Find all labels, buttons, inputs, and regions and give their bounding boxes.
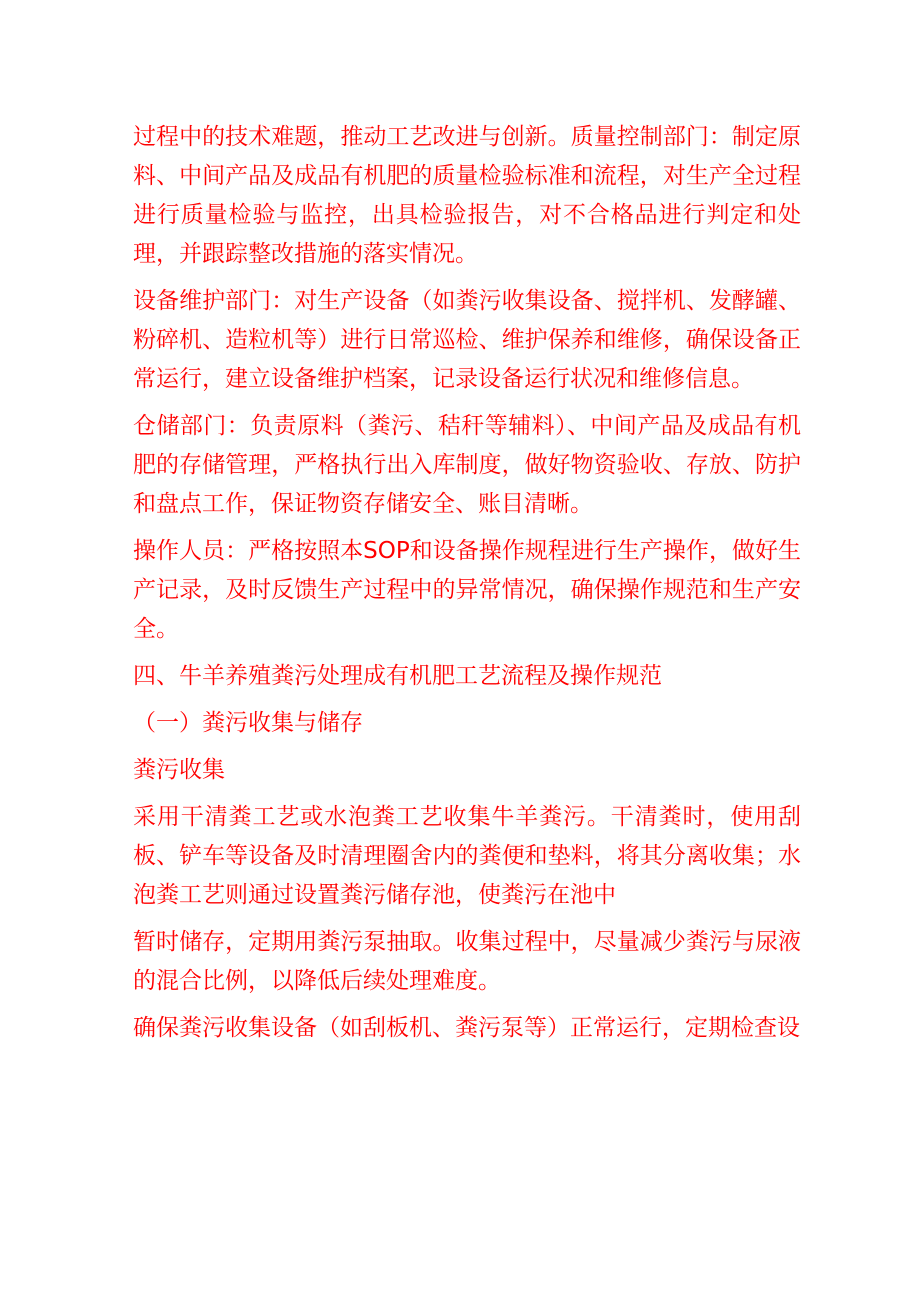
document-body — [133, 118, 801, 1056]
paragraph-equipment-maintenance: 设备维护部门：对生产设备（如粪污收集设备、搅拌机、发酵罐、粉碎机、造粒机等）进行日常巡检、维护保养和维修，确保设备正常运行，建立设备维护档案，记录设备运行状况和维修信息。 — [133, 288, 801, 392]
paragraph-collection-storage: 暂时储存，定期用粪污泵抽取。收集过程中，尽量减少粪污与尿液的混合比例，以降低后续处理难度。 — [133, 929, 801, 994]
paragraph-operators: 操作人员：严格按照本SOP和设备操作规程进行生产操作，做好生产记录，及时反馈生产过程中的异常情况，确保操作规范和生产安全。 — [133, 538, 801, 642]
paragraph-quality-control: 过程中的技术难题，推动工艺改进与创新。质量控制部门：制定原料、中间产品及成品有机肥的质量检验标准和流程，对生产全过程进行质量检验与监控，出具检验报告，对不合格品进行判定和处理，并跟踪整改措施的落实情况。 — [133, 124, 801, 267]
item-heading: 粪污收集 — [133, 757, 225, 783]
paragraph-collection-method: 采用干清粪工艺或水泡粪工艺收集牛羊粪污。干清粪时，使用刮板、铲车等设备及时清理圈舍内的粪便和垫料，将其分离收集；水泡粪工艺则通过设置粪污储存池，使粪污在池中 — [133, 804, 801, 908]
section-heading: 四、牛羊养殖粪污处理成有机肥工艺流程及操作规范 — [133, 663, 662, 689]
paragraph-warehousing: 仓储部门：负责原料（粪污、秸秆等辅料）、中间产品及成品有机肥的存储管理，严格执行出入库制度，做好物资验收、存放、防护和盘点工作，保证物资存储安全、账目清晰。 — [133, 413, 801, 517]
subsection-heading: （一）粪污收集与储存 — [133, 710, 363, 736]
paragraph-equipment-check: 确保粪污收集设备（如刮板机、粪污泵等）正常运行，定期检查设 — [133, 1015, 800, 1041]
